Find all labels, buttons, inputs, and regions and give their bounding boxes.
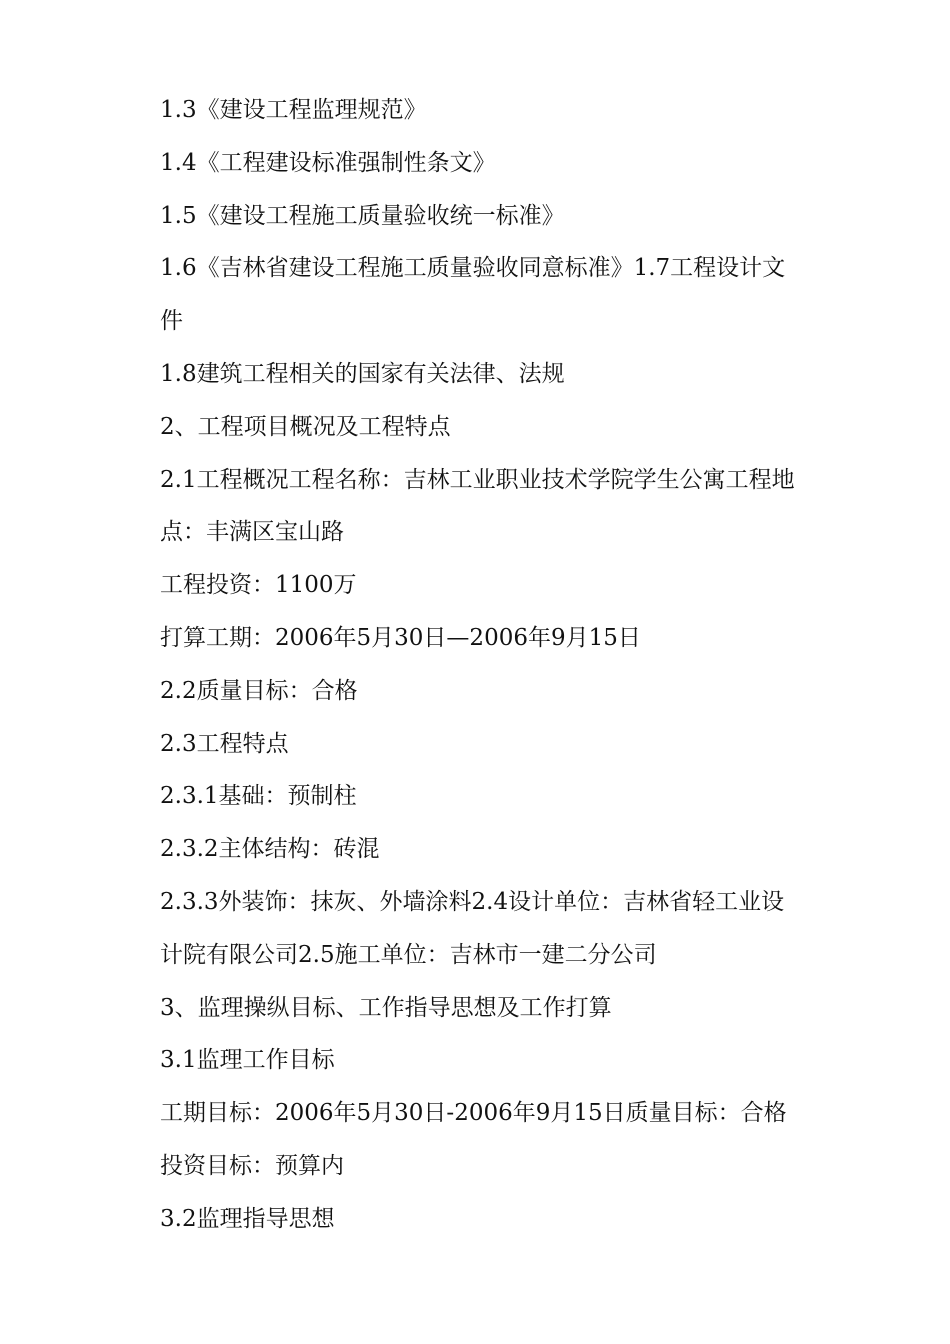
- text-line: 2.3.1基础：预制柱: [160, 783, 357, 810]
- section-heading: 2、工程项目概况及工程特点: [160, 413, 451, 440]
- text-line: 工程投资：1100万: [160, 572, 357, 599]
- text-line: 2.1工程概况工程名称：吉林工业职业技术学院学生公寓工程地: [160, 466, 795, 493]
- subsection-heading: 2.3工程特点: [160, 730, 289, 757]
- text-line: 计院有限公司2.5施工单位：吉林市一建二分公司: [160, 941, 657, 968]
- text-line: 件: [160, 308, 183, 335]
- text-line: 1.4《工程建设标准强制性条文》: [160, 149, 496, 176]
- text-line: 点：丰满区宝山路: [160, 519, 344, 546]
- text-line: 投资目标：预算内: [160, 1152, 344, 1179]
- text-line: 2.2质量目标：合格: [160, 677, 358, 704]
- subsection-heading: 3.2监理指导思想: [160, 1205, 335, 1232]
- subsection-heading: 3.1监理工作目标: [160, 1047, 335, 1074]
- document-body: [160, 84, 860, 1246]
- text-line: 1.6《吉林省建设工程施工质量验收同意标准》1.7工程设计文: [160, 255, 786, 282]
- section-heading: 3、监理操纵目标、工作指导思想及工作打算: [160, 994, 612, 1021]
- text-line: 1.5《建设工程施工质量验收统一标准》: [160, 202, 565, 229]
- text-line: 2.3.3外装饰：抹灰、外墙涂料2.4设计单位：吉林省轻工业设: [160, 888, 785, 915]
- text-line: 1.3《建设工程监理规范》: [160, 97, 427, 123]
- text-line: 1.8建筑工程相关的国家有关法律、法规: [160, 360, 565, 387]
- text-line: 工期目标：2006年5月30日-2006年9月15日质量目标：合格: [160, 1100, 787, 1127]
- text-line: 打算工期：2006年5月30日—2006年9月15日: [160, 624, 641, 651]
- text-line: 2.3.2主体结构：砖混: [160, 836, 380, 863]
